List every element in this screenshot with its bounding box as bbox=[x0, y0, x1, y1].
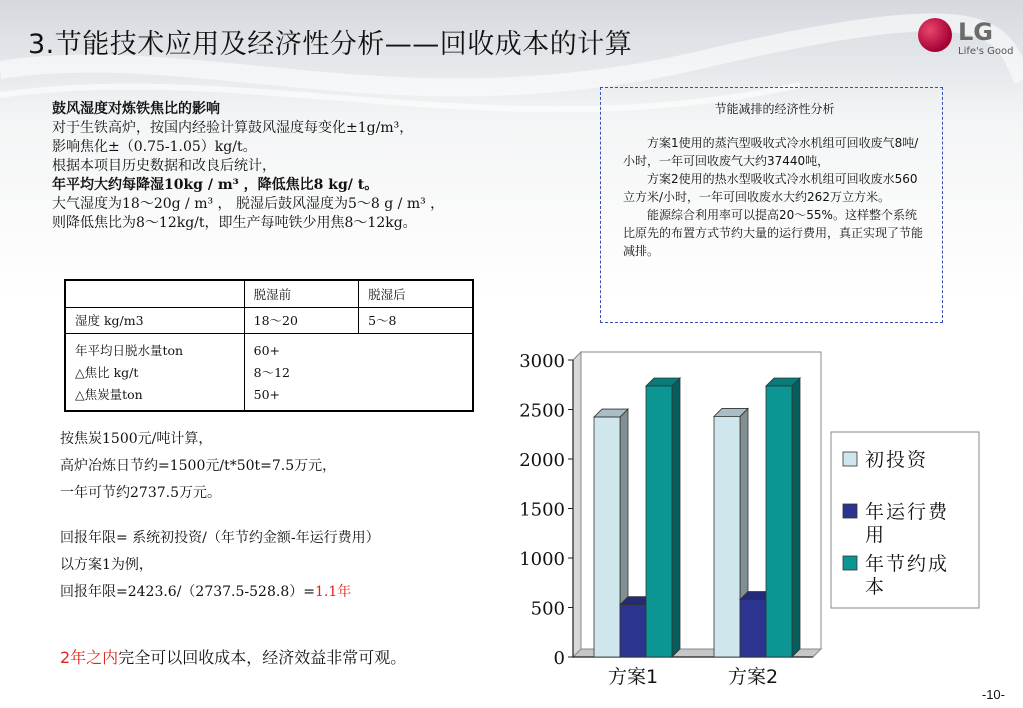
y-tick-label: 2500 bbox=[519, 400, 565, 422]
table-cell-line: 60+ bbox=[253, 342, 281, 358]
legend-label: 初投资 bbox=[865, 449, 929, 471]
legend-label: 年运行费用 bbox=[865, 501, 950, 546]
table-header-cell bbox=[65, 280, 244, 307]
analysis-heading: 节能减排的经济性分析 bbox=[714, 102, 835, 116]
table-row bbox=[65, 307, 473, 333]
legend-swatch bbox=[843, 452, 857, 466]
bar-side bbox=[672, 378, 680, 657]
calc-line: 高炉冶炼日节约=1500元/t*50t=7.5万元， bbox=[60, 458, 337, 474]
humidity-section bbox=[52, 100, 552, 233]
dehumidify-table bbox=[64, 279, 474, 412]
page-title: 3.节能技术应用及经济性分析——回收成本的计算 bbox=[28, 29, 633, 60]
humidity-line: 根据本项目历史数据和改良后统计， bbox=[52, 158, 276, 174]
bar bbox=[594, 417, 620, 657]
table-header-cell: 脱湿前 bbox=[244, 280, 358, 307]
y-tick-label: 500 bbox=[530, 598, 565, 620]
humidity-heading: 鼓风湿度对炼铁焦比的影响 bbox=[52, 101, 220, 117]
humidity-line: 大气湿度为18～20g / m³ ， 脱湿后鼓风湿度为5～8 g / m³ ， bbox=[52, 196, 445, 212]
table-header-cell: 脱湿后 bbox=[359, 280, 473, 307]
table-cell bbox=[65, 333, 244, 411]
legend-swatch bbox=[843, 556, 857, 570]
humidity-line: 对于生铁高炉，按国内经验计算鼓风湿度每变化±1g/m³， bbox=[52, 120, 414, 136]
bar bbox=[766, 386, 792, 657]
table-row bbox=[65, 333, 473, 411]
table-header-row bbox=[65, 280, 473, 307]
bar-side bbox=[792, 378, 800, 657]
analysis-box bbox=[600, 87, 943, 323]
payback-expression: 回报年限=2423.6/（2737.5-528.8）= bbox=[60, 584, 315, 600]
y-tick-label: 1000 bbox=[519, 549, 565, 570]
bar bbox=[714, 416, 740, 657]
bar bbox=[646, 386, 672, 657]
table-cell bbox=[244, 333, 473, 411]
bar bbox=[740, 600, 766, 657]
table-cell: 18～20 bbox=[244, 307, 358, 333]
humidity-line: 影响焦化±（0.75-1.05）kg/t。 bbox=[52, 139, 257, 155]
legend-swatch bbox=[843, 504, 857, 518]
page-number: -10- bbox=[981, 687, 1005, 702]
y-tick-label: 2000 bbox=[519, 450, 565, 471]
table-cell-line: 年平均日脱水量ton bbox=[75, 342, 184, 358]
payback-formula bbox=[60, 579, 520, 606]
analysis-paragraph: 方案2使用的热水型吸收式冷水机组可回收废水560立方米/小时，一年可回收废水大约262万立方米。 bbox=[623, 172, 918, 204]
payback-result: 1.1年 bbox=[314, 584, 352, 600]
bar bbox=[620, 605, 646, 657]
humidity-line: 则降低焦比为8～12kg/t，即生产每吨铁少用焦8～12kg。 bbox=[52, 215, 417, 231]
analysis-paragraph: 能源综合利用率可以提高20～55%。这样整个系统比原先的布置方式节约大量的运行费用，真正实现了节能减排。 bbox=[623, 208, 924, 258]
cost-calculation bbox=[60, 426, 520, 606]
analysis-paragraph: 方案1使用的蒸汽型吸收式冷水机组可回收废气8吨/小时，一年可回收废气大约37440吨， bbox=[623, 136, 919, 168]
table-cell: 5～8 bbox=[359, 307, 473, 333]
table-cell-line: △焦比 kg/t bbox=[75, 364, 139, 380]
chart-side-wall bbox=[573, 352, 581, 657]
y-tick-label: 3000 bbox=[519, 351, 565, 372]
lg-logo bbox=[918, 14, 1014, 64]
legend-label: 年节约成本 bbox=[865, 553, 950, 598]
calc-line: 一年可节约2737.5万元。 bbox=[60, 485, 221, 501]
payback-line: 回报年限= 系统初投资/（年节约金额-年运行费用） bbox=[60, 530, 380, 546]
payback-line: 以方案1为例， bbox=[60, 557, 153, 573]
bar-chart bbox=[505, 345, 985, 690]
logo-brand: LG bbox=[958, 18, 993, 46]
x-tick-label: 方案1 bbox=[607, 666, 659, 688]
lg-face-icon bbox=[918, 18, 952, 52]
calc-line: 按焦炭1500元/吨计算， bbox=[60, 431, 213, 447]
conclusion bbox=[60, 645, 406, 668]
logo-tagline: Life's Good bbox=[958, 46, 1014, 57]
y-tick-label: 1500 bbox=[519, 499, 565, 521]
humidity-key-line: 年平均大约每降湿10kg / m³ ，降低焦比8 kg/ t。 bbox=[52, 177, 379, 193]
conclusion-text: 完全可以回收成本，经济效益非常可观。 bbox=[118, 648, 407, 667]
y-tick-label: 0 bbox=[553, 648, 565, 669]
table-cell-line: 50+ bbox=[253, 386, 281, 402]
table-cell-line: 8～12 bbox=[253, 364, 290, 380]
x-tick-label: 方案2 bbox=[727, 666, 779, 688]
conclusion-highlight: 2年之内 bbox=[60, 648, 119, 667]
table-cell-line: △焦炭量ton bbox=[75, 386, 143, 402]
table-cell: 湿度 kg/m3 bbox=[65, 307, 244, 333]
